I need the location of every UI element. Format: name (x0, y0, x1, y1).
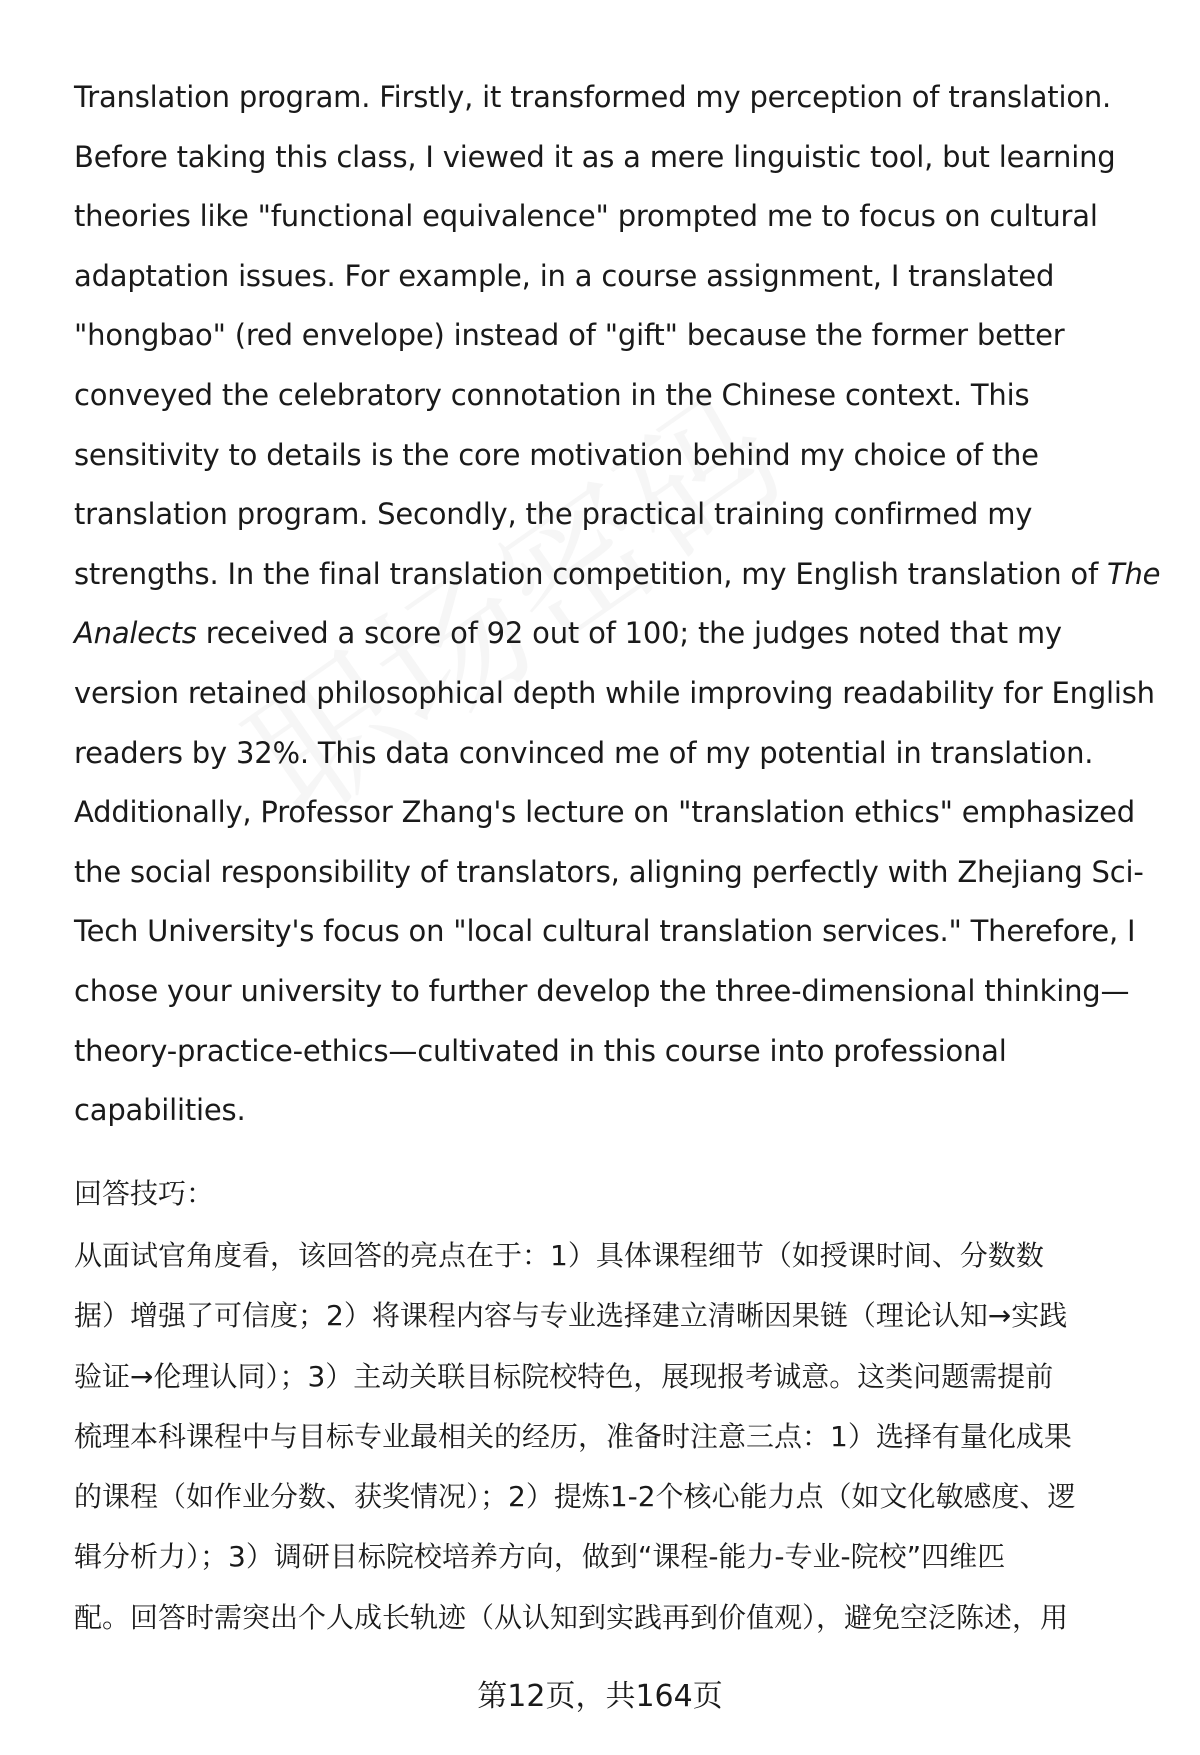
paragraph-line: adaptation issues. For example, in a course assignment, I translated (74, 258, 1055, 293)
book-title-italic: The (1106, 556, 1161, 591)
paragraph-line: Analects received a score of 92 out of 100; the judges noted that my (74, 616, 1062, 651)
page-number-footer: 第12页，共164页 (477, 1679, 723, 1714)
tips-line: 梳理本科课程中与目标专业最相关的经历，准备时注意三点：1）选择有量化成果 (74, 1419, 1072, 1453)
tips-line: 验证→伦理认同）；3）主动关联目标院校特色，展现报考诚意。这类问题需提前 (74, 1359, 1054, 1393)
paragraph-line: "hongbao" (red envelope) instead of "gift" because the former better (74, 318, 1065, 353)
tips-line: 辑分析力）；3）调研目标院校培养方向，做到“课程-能力-专业-院校”四维匹 (74, 1540, 1006, 1574)
paragraph-line: strengths. In the final translation competition, my English translation of The (74, 556, 1161, 591)
paragraph-line: readers by 32%. This data convinced me of my potential in translation. (74, 735, 1094, 770)
tips-line: 配。回答时需突出个人成长轨迹（从认知到实践再到价值观），避免空泛陈述，用 (74, 1600, 1069, 1634)
paragraph-line: conveyed the celebratory connotation in the Chinese context. This (74, 377, 1030, 412)
paragraph-line: translation program. Secondly, the practical training confirmed my (74, 497, 1033, 532)
paragraph-line: theories like "functional equivalence" prompted me to focus on cultural (74, 199, 1098, 234)
paragraph-line: Translation program. Firstly, it transformed my perception of translation. (74, 80, 1112, 114)
paragraph-line: sensitivity to details is the core motivation behind my choice of the (74, 437, 1039, 472)
book-title-italic: Analects (74, 616, 197, 651)
tips-heading: 回答技巧： (74, 1177, 215, 1210)
tips-paragraph (74, 1226, 1154, 1648)
paragraph-line: Tech University's focus on "local cultural translation services." Therefore, I (74, 914, 1136, 949)
tips-line: 据）增强了可信度；2）将课程内容与专业选择建立清晰因果链（理论认知→实践 (74, 1299, 1068, 1333)
paragraph-line: chose your university to further develop the three-dimensional thinking— (74, 973, 1130, 1008)
paragraph-line: capabilities. (74, 1093, 246, 1128)
english-answer-paragraph (74, 68, 1161, 1141)
tips-line: 的课程（如作业分数、获奖情况）；2）提炼1-2个核心能力点（如文化敏感度、逻 (74, 1480, 1076, 1514)
paragraph-line: the social responsibility of translators, aligning perfectly with Zhejiang Sci- (74, 854, 1144, 889)
paragraph-line: version retained philosophical depth while improving readability for English (74, 675, 1155, 710)
paragraph-line: Additionally, Professor Zhang's lecture on "translation ethics" emphasized (74, 795, 1136, 830)
tips-line: 从面试官角度看，该回答的亮点在于：1）具体课程细节（如授课时间、分数数 (74, 1239, 1044, 1272)
paragraph-line: Before taking this class, I viewed it as a mere linguistic tool, but learning (74, 139, 1116, 174)
paragraph-line: theory-practice-ethics—cultivated in this course into professional (74, 1033, 1007, 1068)
